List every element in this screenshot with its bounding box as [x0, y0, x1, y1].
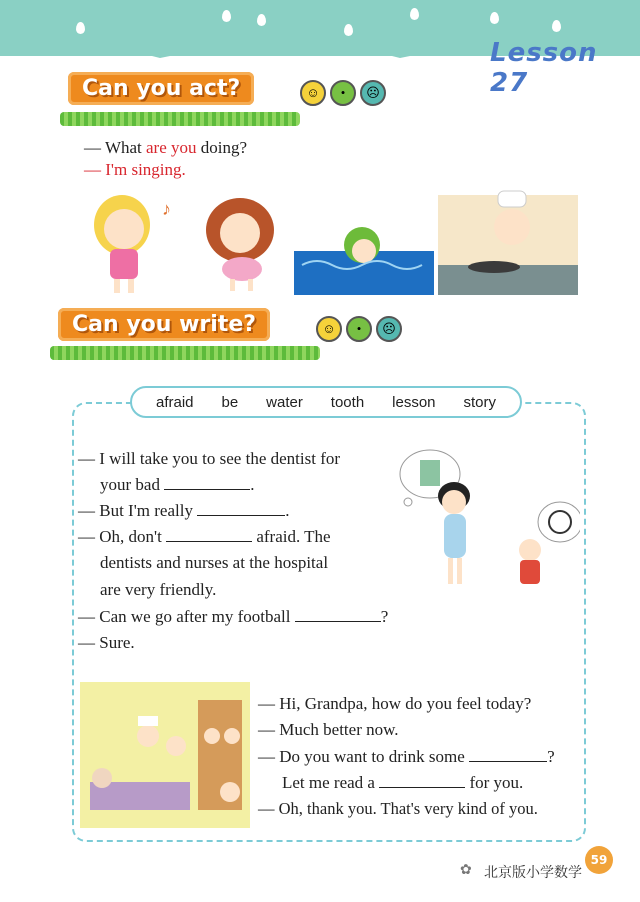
dialog-line: — But I'm really . — [78, 501, 290, 520]
word-bank-item: be — [221, 393, 239, 411]
singing-girl-illustration — [94, 195, 171, 293]
dialog-line: — Oh, don't afraid. The — [78, 527, 331, 546]
dialog-line: — Can we go after my football ? — [78, 607, 389, 626]
dialog-line: — Do you want to drink some ? — [258, 747, 555, 766]
lesson-title: Lesson 27 — [490, 38, 598, 98]
answer-blank[interactable] — [164, 475, 250, 490]
dentist-chair-icon — [420, 460, 440, 486]
write-section-banner: Can you write? — [58, 308, 270, 341]
word-bank-item: lesson — [392, 393, 436, 411]
dialog-line: are very friendly. — [100, 580, 217, 599]
word-bank-item: story — [463, 393, 496, 411]
wechat-icon: ✿ — [460, 863, 472, 878]
neutral-face-icon: • — [346, 316, 372, 342]
word-bank-item: tooth — [330, 393, 365, 411]
dialog-line: — I will take you to see the dentist for — [78, 449, 341, 468]
dialog-line: — Hi, Grandpa, how do you feel today? — [258, 694, 532, 713]
answer-blank[interactable] — [166, 527, 252, 542]
answer-blank[interactable] — [469, 747, 547, 762]
word-bank-item: water — [266, 393, 303, 411]
raindrop-icon — [552, 20, 561, 32]
raindrop-icon — [410, 8, 419, 20]
word-bank-item: afraid — [155, 393, 194, 411]
answer-blank[interactable] — [379, 773, 465, 788]
dialog-line: your bad . — [100, 475, 255, 494]
happy-face-icon: ☺ — [316, 316, 342, 342]
svg-text:♪: ♪ — [162, 199, 171, 219]
dialog-line: dentists and nurses at the hospital — [100, 553, 329, 572]
answer-blank[interactable] — [197, 501, 285, 516]
cooking-boy-illustration — [438, 191, 578, 295]
dialog-line: Let me read a for you. — [282, 773, 524, 792]
hospital-visit-illustration — [80, 682, 250, 828]
swimming-boy-illustration — [294, 227, 434, 295]
dancing-girl-illustration — [206, 198, 274, 291]
dialog-line: — Sure. — [78, 633, 135, 652]
act-illustrations — [62, 185, 582, 297]
sad-face-icon: ☹ — [360, 80, 386, 106]
football-icon — [549, 511, 571, 533]
watermark-text: 北京版小学数学 — [484, 865, 582, 881]
answer-blank[interactable] — [295, 607, 381, 622]
raindrop-icon — [344, 24, 353, 36]
page-number: 59 — [585, 846, 613, 874]
raindrop-icon — [76, 22, 85, 34]
grass-decor — [60, 112, 300, 126]
act-section-banner: Can you act? — [68, 72, 254, 105]
act-question: — What are you doing? — [84, 138, 248, 157]
neutral-face-icon: • — [330, 80, 356, 106]
grass-decor — [50, 346, 320, 360]
raindrop-icon — [222, 10, 231, 22]
act-answer: — I'm singing. — [84, 160, 186, 179]
happy-face-icon: ☺ — [300, 80, 326, 106]
word-bank — [130, 386, 522, 418]
dialog-line: — Much better now. — [258, 720, 399, 739]
raindrop-icon — [257, 14, 266, 26]
raindrop-icon — [490, 12, 499, 24]
dialog-line: — Oh, thank you. That's very kind of you. — [258, 799, 538, 818]
dentist-thought-illustration — [390, 444, 580, 594]
sad-face-icon: ☹ — [376, 316, 402, 342]
